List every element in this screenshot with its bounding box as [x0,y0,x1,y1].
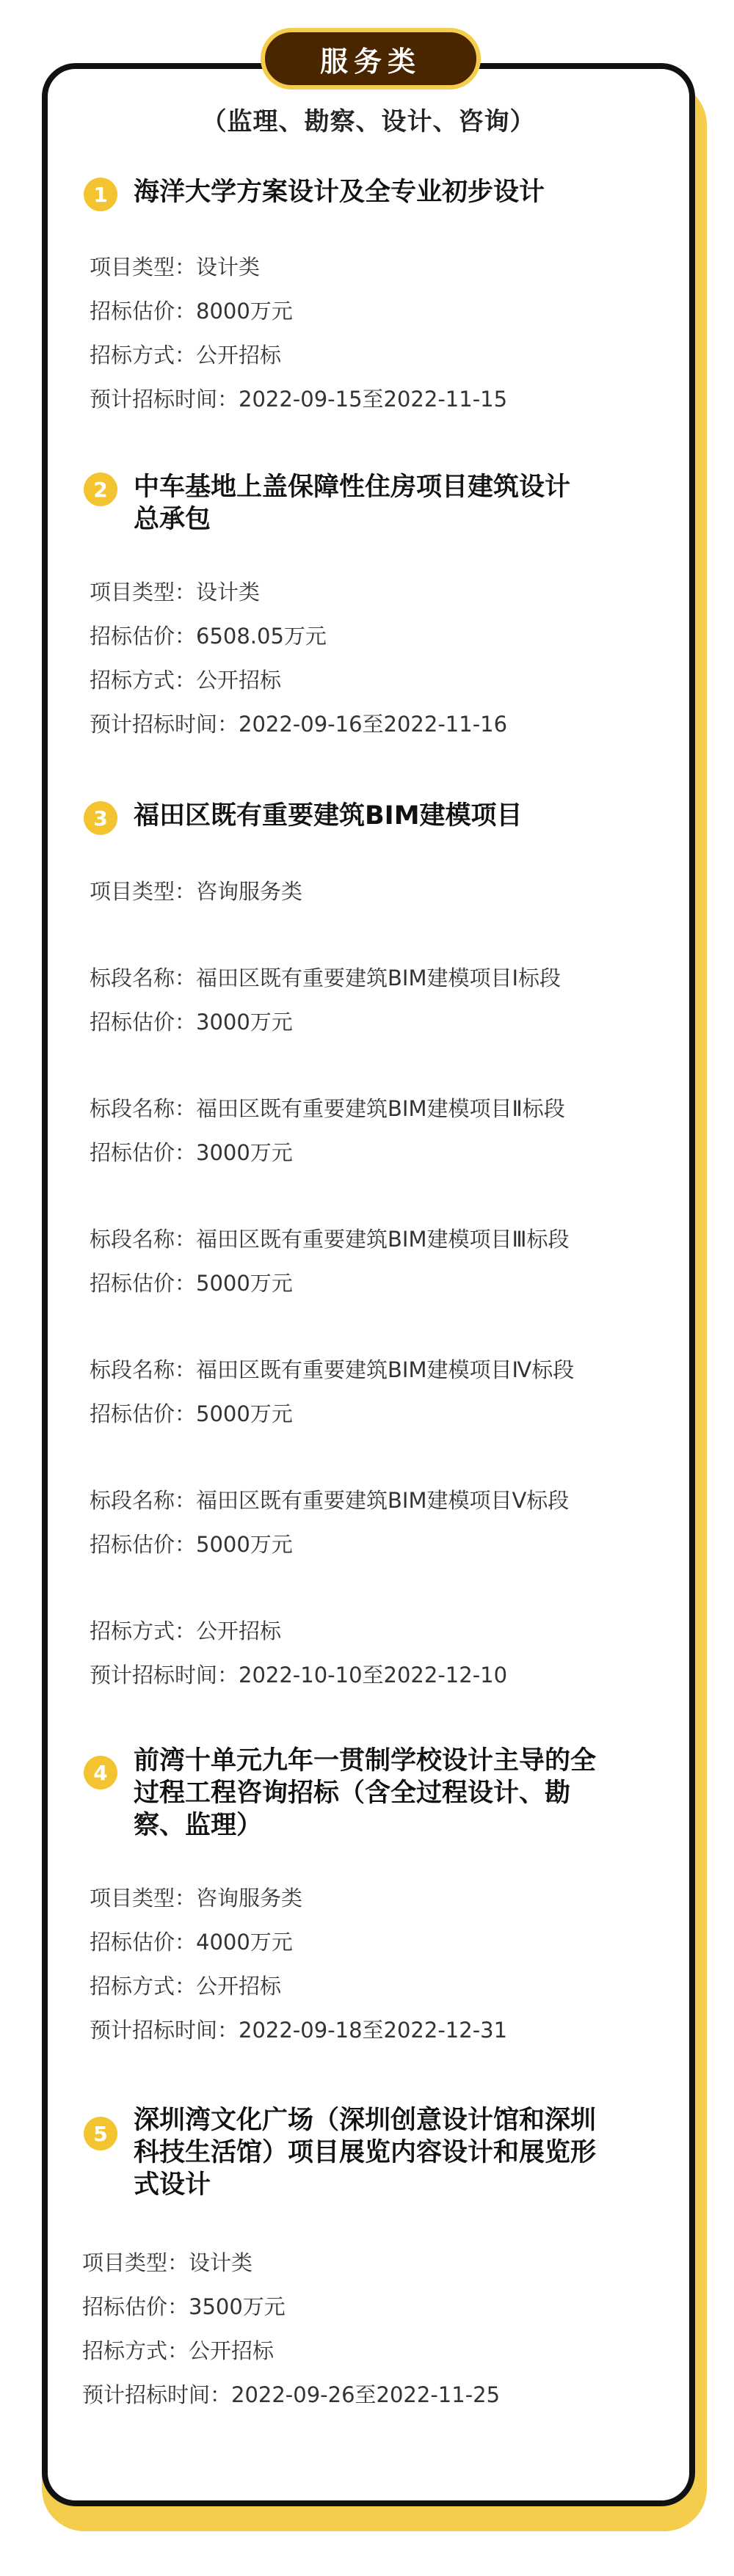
section-estimate: 招标估价：3000万元 [90,1140,293,1165]
project-time: 预计招标时间：2022-10-10至2022-12-10 [90,1663,508,1687]
project-title: 海洋大学方案设计及全专业初步设计 [134,178,545,207]
project-method: 招标方式：公开招标 [90,1974,282,1999]
section-name: 标段名称：福田区既有重要建筑BIM建模项目Ⅰ标段 [90,966,562,990]
section-estimate: 招标估价：5000万元 [90,1271,293,1296]
project-number-badge: 4 [84,1756,117,1789]
category-subtitle: （监理、勘察、设计、咨询） [201,107,536,136]
project-time: 预计招标时间：2022-09-16至2022-11-16 [90,712,508,737]
section-estimate: 招标估价：5000万元 [90,1401,293,1426]
project-number-badge: 3 [84,801,117,835]
section-name: 标段名称：福田区既有重要建筑BIM建模项目Ⅴ标段 [90,1488,570,1513]
project-title-line-2: 总承包 [134,505,211,534]
project-title-line-1: 中车基地上盖保障性住房项目建筑设计 [134,472,571,502]
section-name: 标段名称：福田区既有重要建筑BIM建模项目Ⅲ标段 [90,1227,570,1252]
project-title-line-1: 前湾十单元九年一贯制学校设计主导的全 [134,1746,597,1776]
project-type: 项目类型：咨询服务类 [90,1886,303,1911]
project-title-line-2: 过程工程咨询招标（含全过程设计、勘 [134,1778,571,1808]
project-method: 招标方式：公开招标 [90,668,282,693]
project-type: 项目类型：设计类 [90,580,261,605]
project-time: 预计招标时间：2022-09-18至2022-12-31 [90,2018,508,2043]
project-estimate: 招标估价：4000万元 [90,1930,293,1955]
project-time: 预计招标时间：2022-09-26至2022-11-25 [82,2382,501,2407]
project-type: 项目类型：设计类 [82,2250,253,2275]
project-title-line-1: 深圳湾文化广场（深圳创意设计馆和深圳 [134,2106,597,2135]
project-estimate: 招标估价：6508.05万元 [90,624,327,649]
project-type: 项目类型：设计类 [90,255,261,280]
project-method: 招标方式：公开招标 [90,343,282,368]
project-estimate: 招标估价：3500万元 [82,2294,286,2319]
project-number-badge: 1 [84,178,117,211]
section-estimate: 招标估价：3000万元 [90,1010,293,1035]
project-number-badge: 2 [84,472,117,506]
section-name: 标段名称：福田区既有重要建筑BIM建模项目Ⅳ标段 [90,1357,575,1382]
project-method: 招标方式：公开招标 [90,1619,282,1643]
project-title: 福田区既有重要建筑BIM建模项目 [134,801,523,831]
project-type: 项目类型：咨询服务类 [90,879,303,904]
section-estimate: 招标估价：5000万元 [90,1532,293,1557]
project-title-line-2: 科技生活馆）项目展览内容设计和展览形 [134,2138,597,2167]
category-badge: 服务类 [261,28,481,90]
project-title-line-3: 式设计 [134,2170,211,2200]
project-method: 招标方式：公开招标 [82,2338,275,2363]
project-time: 预计招标时间：2022-09-15至2022-11-15 [90,387,508,412]
project-title-line-3: 察、监理） [134,1811,263,1840]
project-estimate: 招标估价：8000万元 [90,299,293,324]
section-name: 标段名称：福田区既有重要建筑BIM建模项目Ⅱ标段 [90,1096,565,1121]
project-number-badge: 5 [84,2117,117,2150]
